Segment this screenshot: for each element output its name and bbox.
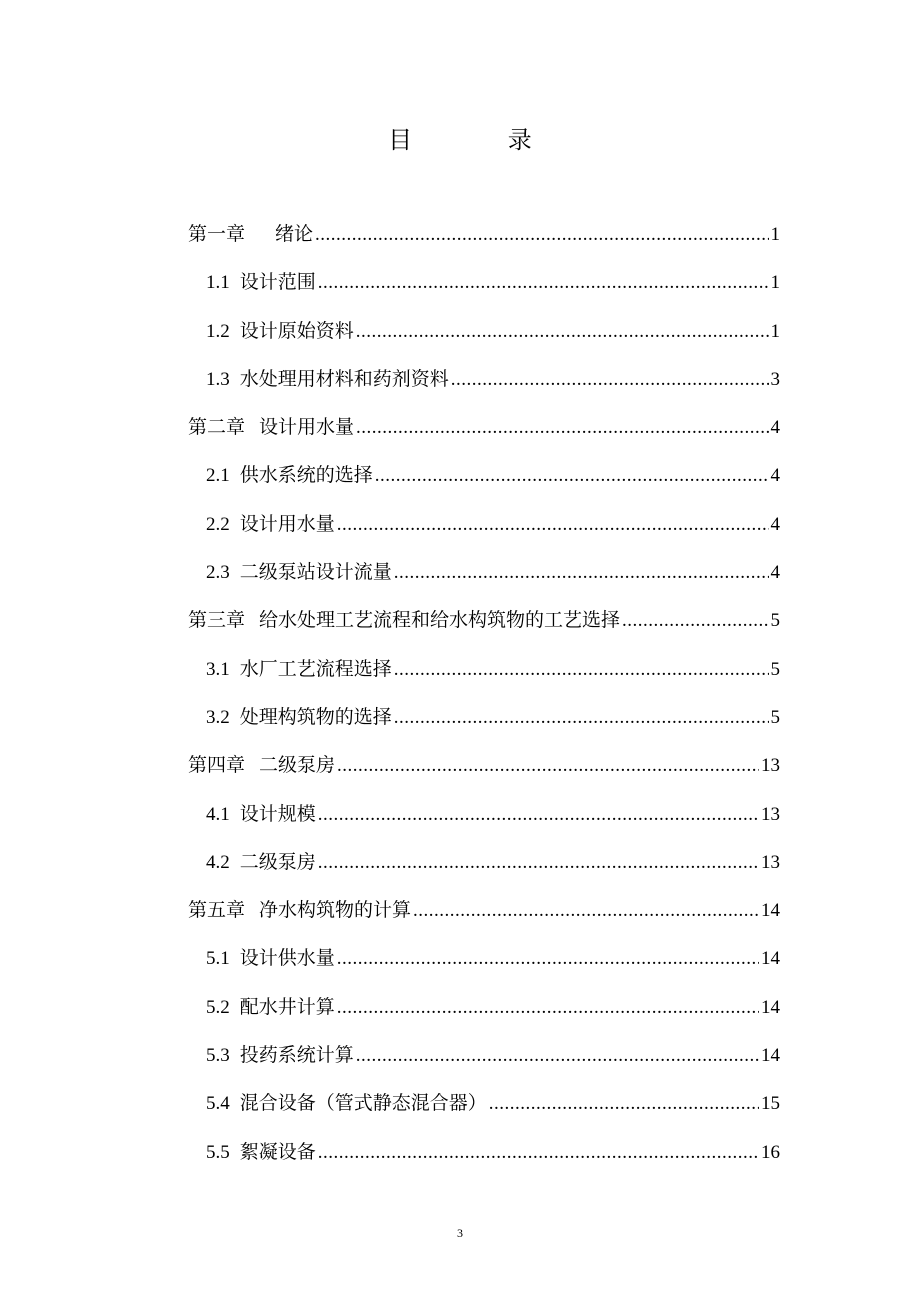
dot-leader <box>394 694 769 742</box>
toc-entry-label <box>188 741 335 790</box>
toc-entry-label <box>206 1128 316 1177</box>
toc-entry-label <box>206 307 354 356</box>
toc-entry[interactable] <box>188 645 780 693</box>
toc-entry-page: 1 <box>770 224 780 245</box>
toc-entry-number: 5.1 <box>206 948 230 970</box>
toc-entry-title: 设计规模 <box>239 802 316 825</box>
toc-entry-number: 第二章 <box>188 417 246 439</box>
page-title: 目 录 <box>388 126 576 154</box>
toc-entry[interactable] <box>188 451 780 499</box>
toc-entry-label <box>206 548 392 597</box>
toc-entry-page: 3 <box>770 368 780 390</box>
toc-entry[interactable] <box>188 355 780 403</box>
toc-entry-title: 处理构筑物的选择 <box>239 705 392 728</box>
toc-entry-label <box>206 500 335 549</box>
toc-entry-number: 1.2 <box>206 320 230 342</box>
toc-entry-label <box>206 258 316 307</box>
toc-entry[interactable] <box>188 548 780 596</box>
toc-entry-title: 设计范围 <box>239 271 316 294</box>
toc-entry-label <box>206 645 392 694</box>
toc-entry-label <box>206 983 335 1032</box>
toc-entry-label <box>206 934 335 983</box>
toc-entry-page: 15 <box>761 1093 780 1115</box>
dot-leader <box>356 404 768 452</box>
toc-entry-title: 投药系统计算 <box>239 1044 354 1067</box>
toc-entry-title: 二级泵房 <box>259 754 336 777</box>
toc-entry-label <box>188 886 411 935</box>
dot-leader <box>356 308 769 356</box>
dot-leader <box>318 1129 759 1177</box>
toc-entry-page: 5 <box>770 706 780 728</box>
toc-entry-title: 设计供水量 <box>239 947 335 970</box>
dot-leader <box>318 791 759 839</box>
toc-entry-label <box>206 451 373 500</box>
toc-entry[interactable] <box>188 790 780 838</box>
toc-entry[interactable] <box>188 838 780 886</box>
toc-entry-page: 13 <box>761 851 780 873</box>
toc-entry-page: 14 <box>761 1045 780 1067</box>
toc-entry-number: 5.2 <box>206 996 230 1018</box>
toc-entry[interactable] <box>188 741 780 789</box>
toc-entry-title: 配水井计算 <box>239 995 335 1018</box>
toc-entry[interactable] <box>188 307 780 355</box>
toc-entry-number: 3.2 <box>206 706 230 728</box>
toc-entry-number: 2.3 <box>206 562 230 584</box>
toc-entry-number: 4.2 <box>206 851 230 873</box>
toc-entry-number: 4.1 <box>206 803 230 825</box>
toc-entry-title: 水厂工艺流程选择 <box>239 657 392 680</box>
toc-entry-title: 水处理用材料和药剂资料 <box>239 367 449 390</box>
dot-leader <box>337 742 759 790</box>
toc-entry-number: 第四章 <box>188 755 246 777</box>
toc-entry[interactable] <box>188 1128 780 1176</box>
toc-entry-number: 5.5 <box>206 1141 230 1163</box>
toc-entry-number: 5.4 <box>206 1093 230 1115</box>
toc-entry-number: 第三章 <box>188 610 246 632</box>
toc-entry-title: 二级泵站设计流量 <box>239 561 392 584</box>
toc-entry[interactable] <box>188 403 780 451</box>
toc-entry[interactable] <box>188 258 780 306</box>
dot-leader <box>622 597 768 645</box>
dot-leader <box>394 549 769 597</box>
page-number-footer: 3 <box>457 1226 463 1240</box>
toc-entry-title: 絮凝设备 <box>239 1140 316 1163</box>
dot-leader <box>356 1032 759 1080</box>
toc-entry-page: 5 <box>770 658 780 680</box>
dot-leader <box>337 984 759 1032</box>
toc-entry-number: 2.2 <box>206 513 230 535</box>
toc-entry-label <box>206 1079 487 1128</box>
toc-entry-page: 4 <box>770 513 780 535</box>
toc-entry-page: 4 <box>770 562 780 584</box>
toc-entry-number: 第一章 <box>188 224 246 245</box>
toc-entry-label <box>206 355 449 404</box>
dot-leader <box>337 501 769 549</box>
toc-entry[interactable] <box>188 500 780 548</box>
toc-entry[interactable] <box>188 1031 780 1079</box>
toc-entry-page: 13 <box>761 803 780 825</box>
toc-entry-title: 净水构筑物的计算 <box>259 899 412 922</box>
toc-entry-title: 二级泵房 <box>239 850 316 873</box>
toc-entry-title: 供水系统的选择 <box>239 464 373 487</box>
toc-entry-page: 1 <box>770 320 780 342</box>
dot-leader <box>394 646 769 694</box>
toc-entry[interactable] <box>188 210 780 258</box>
toc-entry-number: 5.3 <box>206 1045 230 1067</box>
toc-entry-number: 1.3 <box>206 368 230 390</box>
toc-entry-page: 4 <box>770 417 780 439</box>
toc-entry-page: 14 <box>761 948 780 970</box>
toc-entry-number: 3.1 <box>206 658 230 680</box>
toc-entry-title: 混合设备（管式静态混合器） <box>239 1092 487 1115</box>
dot-leader <box>337 935 759 983</box>
toc-entry-title: 设计用水量 <box>239 512 335 535</box>
dot-leader <box>318 839 759 887</box>
toc-entry-number: 第五章 <box>188 900 246 922</box>
toc-entry[interactable] <box>188 983 780 1031</box>
toc-entry-title: 给水处理工艺流程和给水构筑物的工艺选择 <box>259 609 621 632</box>
dot-leader <box>451 356 769 404</box>
toc-entry-label <box>188 210 313 259</box>
toc-entry-label <box>206 1031 354 1080</box>
dot-leader <box>315 211 768 259</box>
toc-entry-label <box>188 596 620 645</box>
dot-leader <box>318 259 769 307</box>
toc-entry-page: 14 <box>761 996 780 1018</box>
toc-entry-page: 4 <box>770 465 780 487</box>
dot-leader <box>489 1080 759 1128</box>
toc-entry-title: 设计原始资料 <box>239 319 354 342</box>
toc-entry-page: 13 <box>761 755 780 777</box>
toc-entry-title: 绪论 <box>275 223 314 245</box>
table-of-contents <box>188 210 780 1176</box>
toc-entry[interactable] <box>188 886 780 934</box>
toc-entry-number: 2.1 <box>206 465 230 487</box>
toc-entry-page: 14 <box>761 900 780 922</box>
toc-entry-label <box>188 403 354 452</box>
toc-entry-page: 16 <box>761 1141 780 1163</box>
toc-entry[interactable] <box>188 693 780 741</box>
dot-leader <box>375 452 769 500</box>
toc-entry[interactable] <box>188 934 780 982</box>
toc-entry-page: 5 <box>770 610 780 632</box>
toc-entry[interactable] <box>188 1079 780 1127</box>
toc-entry-title: 设计用水量 <box>259 416 355 439</box>
toc-entry-label <box>206 790 316 839</box>
toc-entry-label <box>206 838 316 887</box>
toc-entry[interactable] <box>188 596 780 644</box>
toc-entry-label <box>206 693 392 742</box>
toc-entry-page: 1 <box>770 272 780 294</box>
toc-entry-number: 1.1 <box>206 272 230 294</box>
dot-leader <box>413 887 759 935</box>
